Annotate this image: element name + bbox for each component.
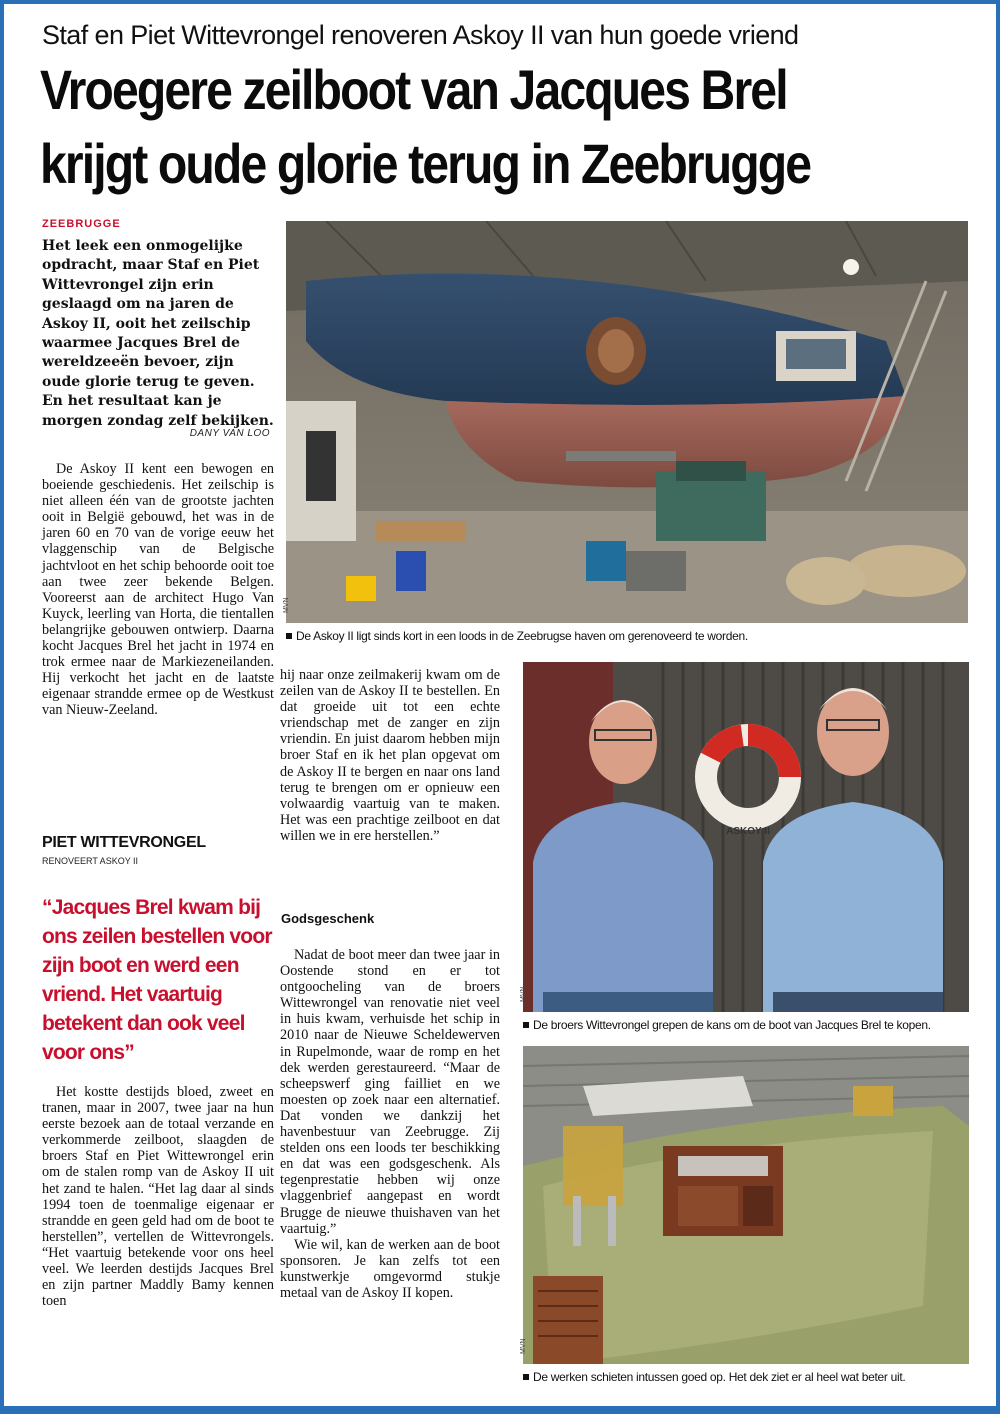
- lead-paragraph: Het leek een onmogelijke opdracht, maar Staf en Piet Wittevrongel zijn erin geslaagd om na jaren de Askoy II, ooit het zeilschip waarmee Jacques Brel de wereldzeeën bevoer, zijn oude glorie terug te geven. En het resultaat kan je morgen zondag zelf bekijken.: [42, 238, 274, 429]
- bullet-square-icon: [523, 1022, 529, 1028]
- body-paragraph: Wie wil, kan de werken aan de boot sponsoren. Je kan zelfs tot een kunstwerkje omgevormd stukje metaal van de Askoy II kopen.: [280, 1236, 500, 1301]
- body-column-2b: [280, 947, 500, 1301]
- kicker: Staf en Piet Wittevrongel renoveren Askoy II van hun goede vriend: [42, 20, 799, 50]
- photo-credit: MVN: [283, 597, 290, 613]
- caption-photo-3: [523, 1370, 905, 1384]
- brothers-illustration: [523, 662, 969, 1012]
- body-paragraph: hij naar onze zeilmakerij kwam om de zeilen van de Askoy II te bestellen. En dat groeide uit tot een echte vriendschap met de zanger en zijn vriendin. En juist daarom hebben mijn broer Staf en ik het plan opgevat om de Askoy II te bergen en naar ons land terug te brengen om er opnieuw een volwaardig vaartuig van te maken. Het was een prachtige zeilboot en dat willen we in ere herstellen.”: [280, 667, 500, 844]
- caption-text: De Askoy II ligt sinds kort in een loods in de Zeebrugse haven om gerenoveerd te worden.: [296, 629, 748, 643]
- body-paragraph: De Askoy II kent een bewogen en boeiende geschiedenis. Het zeilschip is niet alleen één van de grootste jachten ooit in België gebouwd, het was in de jaren 60 en 70 van de vorige eeuw het vlaggenschip van de Belgische jachtvloot en het schip behoorde ooit toe aan twee zeer bekende Belgen. Vooreerst aan de architect Hugo Van Kuyck, leerling van Horta, die tientallen belangrijke gebouwen ontwierp. Daarna kocht Jacques Brel het jacht in 1974 en trok ermee naar de Markiezeneilanden. Hij verkocht het jacht en de laatste eigenaar strandde ermee op de Westkust van Nieuw-Zeeland.: [42, 461, 274, 719]
- byline: DANY VAN LOO: [189, 428, 270, 439]
- photo-deck: [523, 1046, 969, 1364]
- body-column-1: [42, 461, 274, 719]
- caption-photo-1: [286, 629, 748, 643]
- body-column-2: [280, 667, 500, 844]
- boat-hull-illustration: [286, 221, 968, 623]
- caption-photo-2: [523, 1018, 931, 1032]
- caption-text: De broers Wittevrongel grepen de kans om de boot van Jacques Brel te kopen.: [533, 1018, 931, 1032]
- lifebuoy-label: ASKOY II: [726, 826, 770, 837]
- bullet-square-icon: [286, 633, 292, 639]
- body-column-1b: [42, 1084, 274, 1309]
- bullet-square-icon: [523, 1374, 529, 1380]
- pull-quote: “Jacques Brel kwam bij ons zeilen bestellen voor zijn boot en werd een vriend. Het vaartuig betekent dan ook veel voor ons”: [42, 896, 272, 1064]
- photo-credit: MVN: [520, 986, 527, 1002]
- speaker-role: RENOVEERT ASKOY II: [42, 856, 139, 866]
- body-paragraph: Nadat de boot meer dan twee jaar in Oostende stond en er tot ontgoocheling van de broers Wittewrongel van renovatie niet veel in huis kwam, verhuisde het schip in 2010 naar de Nieuwe Scheldewerven in Rupelmonde, waar de romp en het dek werden gerestaureerd. “Maar de scheepswerf ging failliet en we moesten op zoek naar een alternatief. Dat vonden we dankzij het havenbestuur van Zeebrugge. Zij stelden ons een loods ter beschikking en dat was een godsgeschenk. Als tegenprestatie hebben wij onze vlaggenbrief aangepast en wordt Brugge de nieuwe thuishaven van het vaartuig.”: [280, 947, 500, 1237]
- photo-brothers: [523, 662, 969, 1012]
- body-paragraph: Het kostte destijds bloed, zweet en tranen, maar in 2007, twee jaar na hun eerste bezoek aan de totaal verzande en verkommerde zeilboot, slaagden de broers Staf en Piet Wittewrongel erin om de stalen romp van de Askoy II uit het zand te halen. “Het lag daar al sinds 1994 toen de toenmalige eigenaar er strandde en geen geld had om de boot te herstellen”, vertellen de Wittevrongels. “Het vaartuig betekende voor ons heel veel. We leerden destijds Jacques Brel en zijn partner Maddly Bamy kennen toen: [42, 1084, 274, 1310]
- speaker-name: PIET WITTEVRONGEL: [42, 834, 206, 851]
- caption-text: De werken schieten intussen goed op. Het dek ziet er al heel wat beter uit.: [533, 1370, 906, 1384]
- deck-illustration: [523, 1046, 969, 1364]
- photo-credit: MVN: [520, 1338, 527, 1354]
- headline-line-1: Vroegere zeilboot van Jacques Brel: [40, 58, 787, 121]
- subhead: Godsgeschenk: [281, 911, 375, 926]
- headline-line-2: krijgt oude glorie terug in Zeebrugge: [40, 132, 811, 195]
- photo-boat-hull: [286, 221, 968, 623]
- dateline: ZEEBRUGGE: [42, 218, 121, 230]
